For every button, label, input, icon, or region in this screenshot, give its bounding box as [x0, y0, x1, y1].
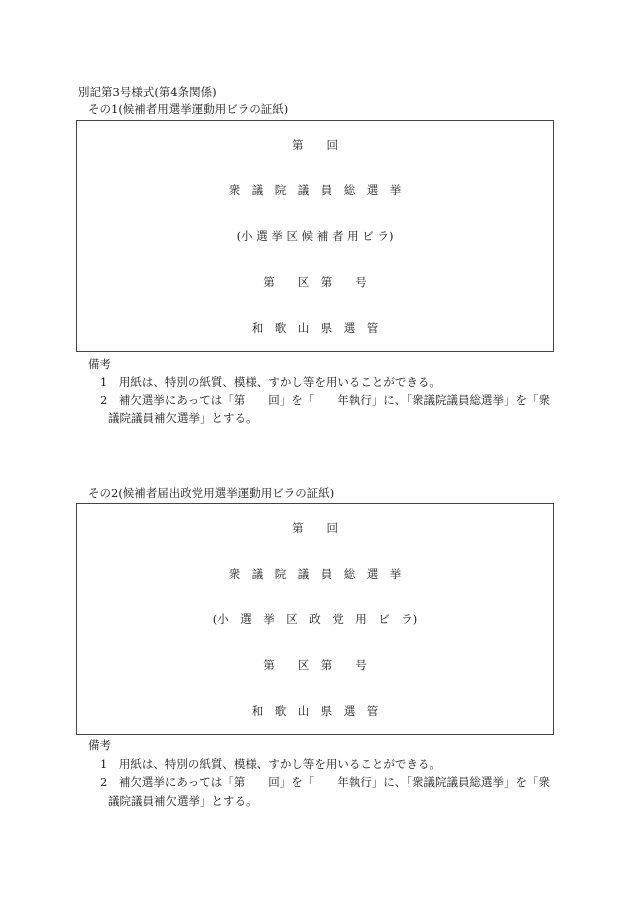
- section-2-caption: その2(候補者届出政党用選挙運動用ビラの証紙): [88, 486, 335, 500]
- section-2-district-line: 第 区 第 号: [263, 658, 367, 672]
- section-1-notes-heading: 備考: [88, 357, 111, 371]
- section-1-note-item-2: 2 補欠選挙にあっては「第 回」を「 年執行」に、「衆議院議員総選挙」を「衆: [100, 393, 550, 407]
- section-2-stamp-box: [76, 503, 554, 735]
- section-1-stamp-box: [76, 120, 554, 352]
- section-2-note-item-2: 2 補欠選挙にあっては「第 回」を「 年執行」に、「衆議院議員総選挙」を「衆: [100, 775, 550, 789]
- section-1-caption: その1(候補者用選挙運動用ビラの証紙): [88, 102, 289, 116]
- section-1-election-line: 衆 議 院 議 員 総 選 挙: [228, 183, 402, 197]
- section-1-note-item-2-cont: 議院議員補欠選挙」とする。: [108, 411, 258, 425]
- form-title: 別記第3号様式(第4条関係): [78, 85, 217, 99]
- section-1-issuer-line: 和 歌 山 県 選 管: [251, 321, 379, 335]
- section-1-district-line: 第 区 第 号: [263, 275, 367, 289]
- section-2-type-line: (小 選 挙 区 政 党 用 ビ ラ): [212, 612, 418, 626]
- section-1-session-line: 第 回: [292, 138, 338, 152]
- section-2-issuer-line: 和 歌 山 県 選 管: [251, 704, 379, 718]
- section-2-session-line: 第 回: [292, 521, 338, 535]
- section-1-note-item-1: 1 用紙は、特別の紙質、模様、すかし等を用いることができる。: [100, 375, 441, 389]
- section-2-election-line: 衆 議 院 議 員 総 選 挙: [228, 567, 402, 581]
- section-2-note-item-1: 1 用紙は、特別の紙質、模様、すかし等を用いることができる。: [100, 757, 441, 771]
- section-2-note-item-2-cont: 議院議員補欠選挙」とする。: [108, 794, 258, 808]
- section-1-type-line: (小 選 挙 区 候 補 者 用 ビ ラ): [236, 229, 394, 243]
- section-2-notes-heading: 備考: [88, 738, 111, 752]
